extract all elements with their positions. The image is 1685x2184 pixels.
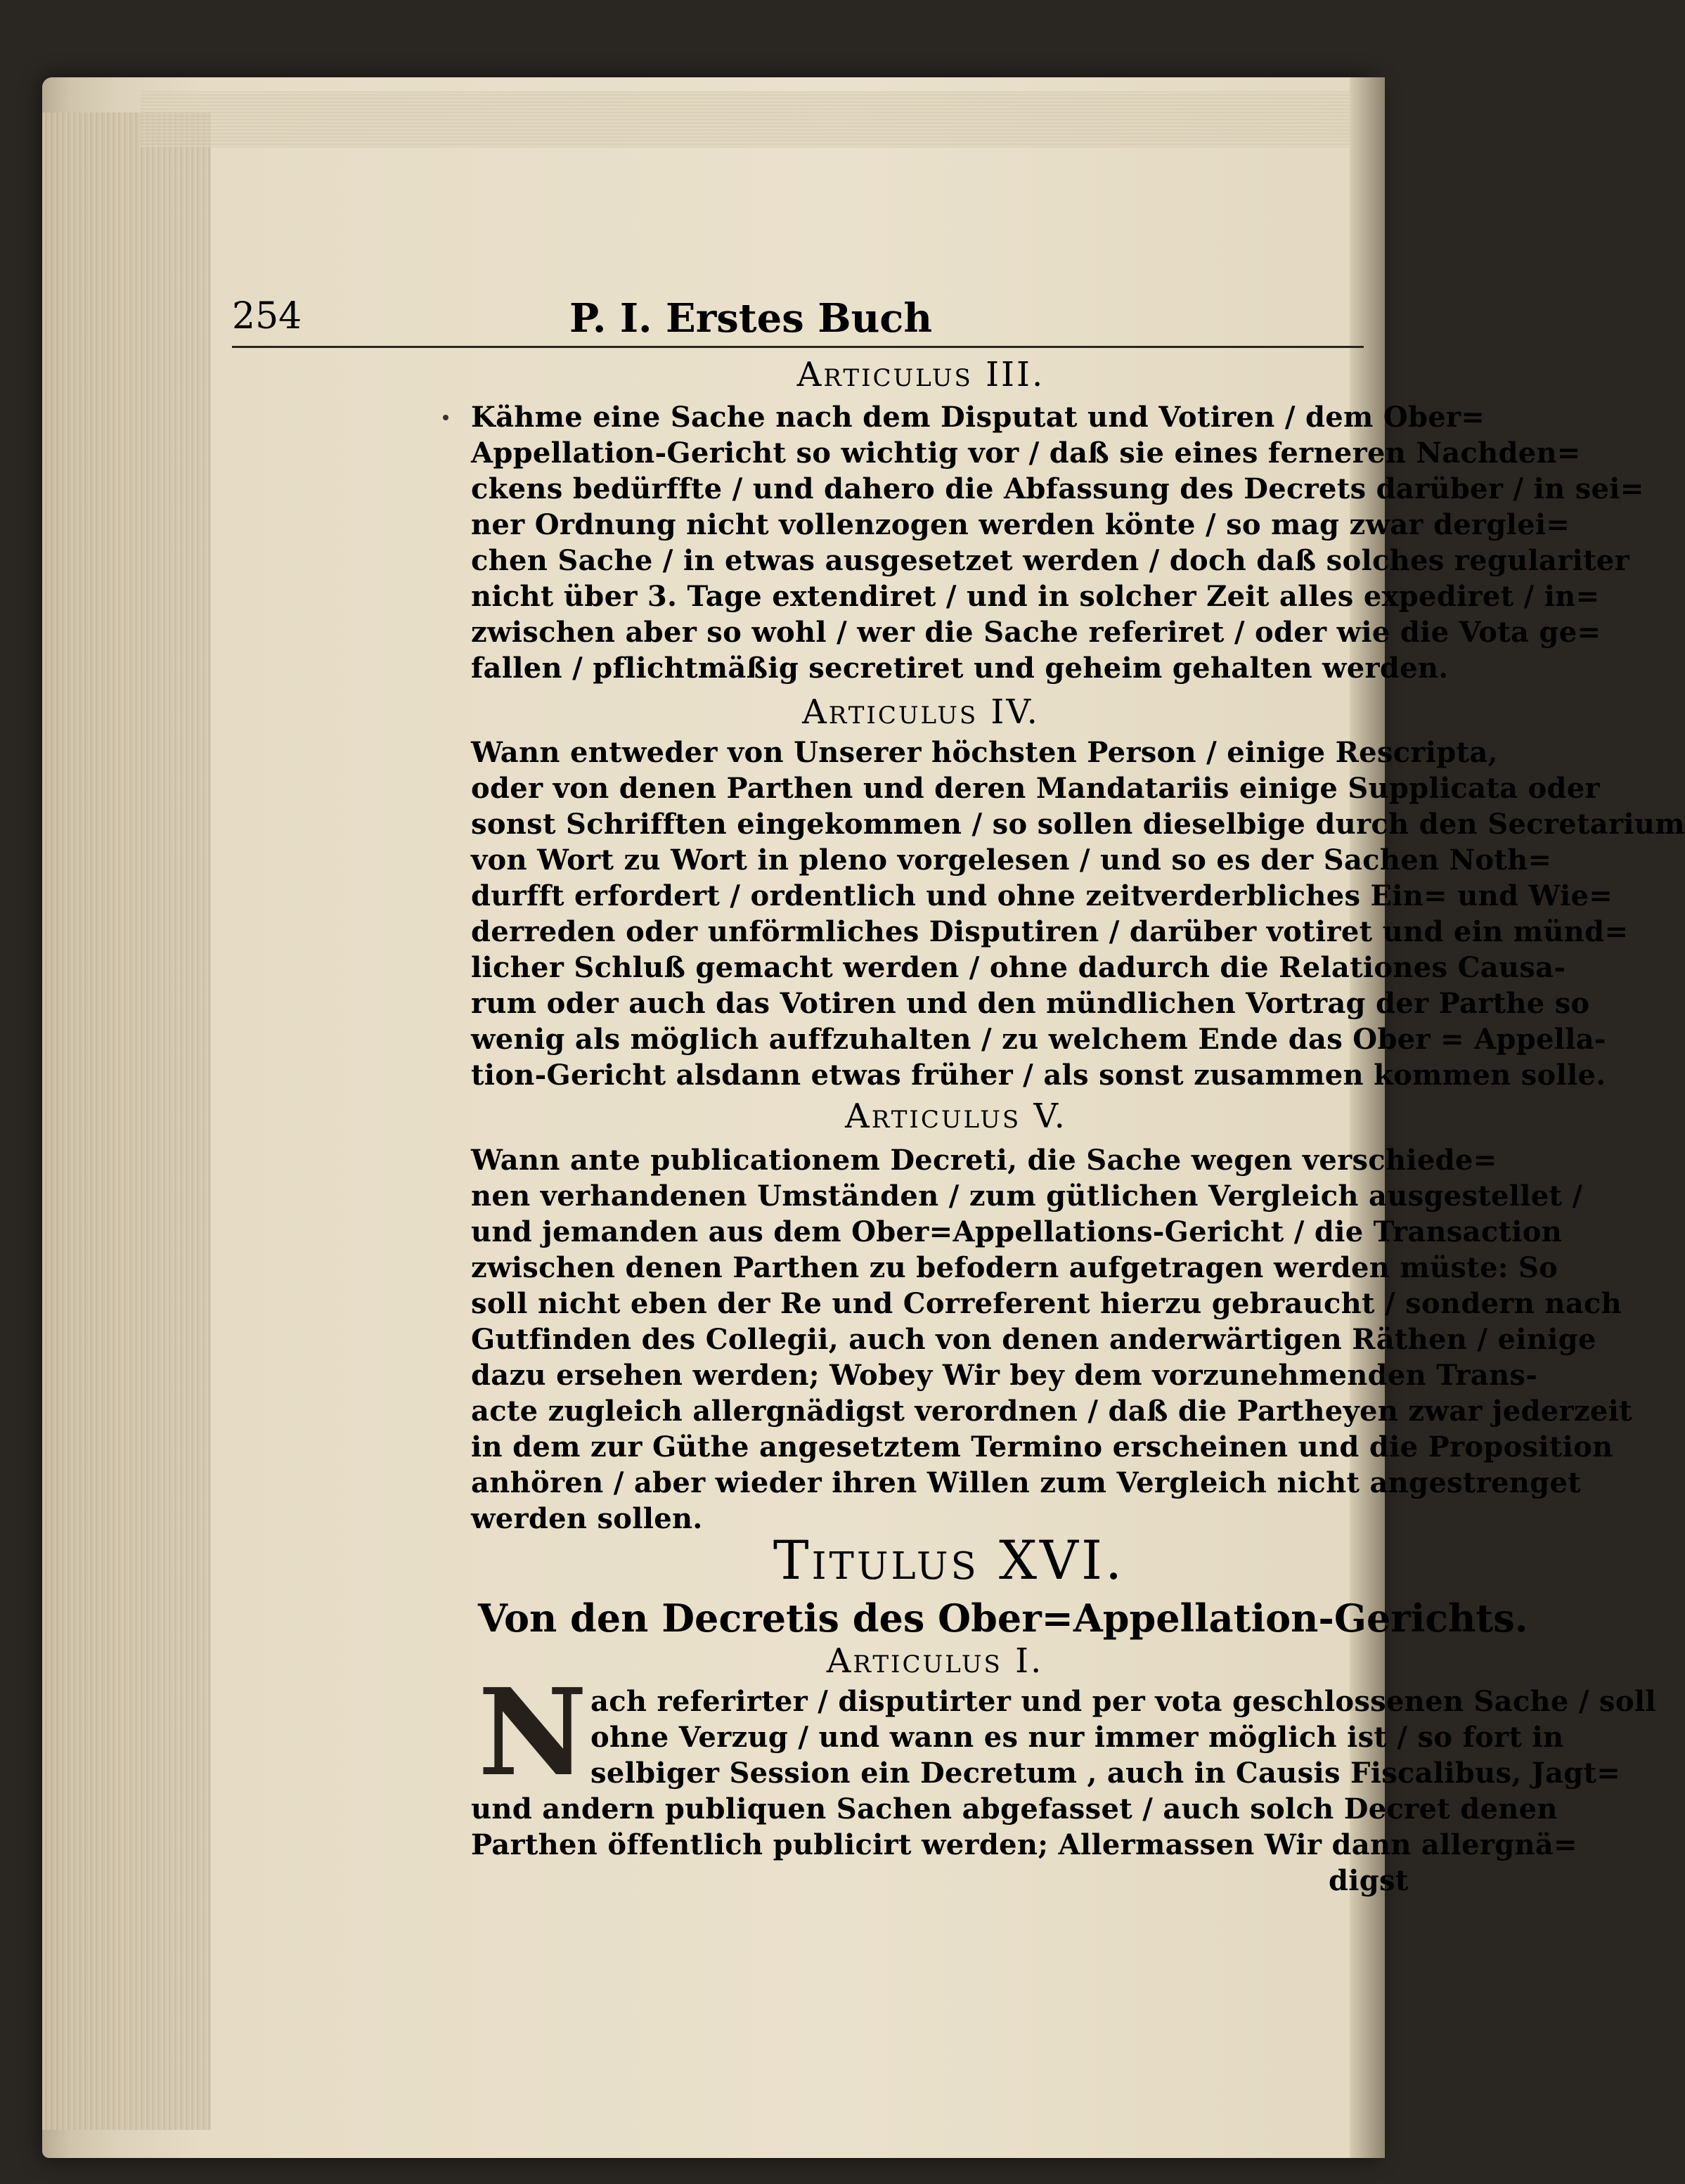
text-line: durfft erfordert / ordentlich und ohne zeitverderbliches Ein= und Wie= [471,879,1613,912]
text-line: ckens bedürffte / und dahero die Abfassung des Decrets darüber / in sei= [471,472,1644,505]
text-line: soll nicht eben der Re und Correferent hierzu gebraucht / sondern nach [471,1287,1622,1320]
articulus-5-text [471,1142,1632,1537]
text-line: zwischen denen Parthen zu befodern aufgetragen werden müste: So [471,1251,1558,1284]
text-line: Gutfinden des Collegii, auch von denen anderwärtigen Räthen / einige [471,1323,1596,1356]
text-line: chen Sache / in etwas ausgesetzet werden / doch daß solches regulariter [471,544,1630,577]
text-line: und jemanden aus dem Ober=Appellations-Gericht / die Transaction [471,1215,1563,1248]
text-line: von Wort zu Wort in pleno vorgelesen / und so es der Sachen Noth= [471,844,1552,877]
page-number: 254 [232,295,302,337]
text-line: ner Ordnung nicht vollenzogen werden könte / so mag zwar derglei= [471,508,1570,541]
text-line: selbiger Session ein Decretum , auch in Causis Fiscalibus, Jagt= [590,1757,1621,1790]
top-page-edges [141,91,1378,148]
titulus-text [471,1791,1577,1863]
text-line: licher Schluß gemacht werden / ohne dadurch die Relationes Causa- [471,951,1566,984]
articulus-4-text [471,735,1685,1093]
text-line: nicht über 3. Tage extendiret / und in solcher Zeit alles expediret / in= [471,580,1600,613]
book-title: P. I. Erstes Buch [569,295,933,342]
text-line: Wann ante publicationem Decreti, die Sache wegen verschiede= [471,1144,1497,1177]
text-line: oder von denen Parthen und deren Mandatariis einige Supplicata oder [471,772,1600,805]
text-line: anhören / aber wieder ihren Willen zum Vergleich nicht angestrenget [471,1466,1581,1499]
header-rule [232,346,1364,348]
dropcap-letter: N [478,1662,588,1803]
text-line: werden sollen. [471,1502,703,1535]
text-line: dazu ersehen werden; Wobey Wir bey dem vorzunehmenden Trans- [471,1359,1538,1392]
text-line: Wann entweder von Unserer höchsten Person / einige Rescripta, [471,736,1498,769]
text-line: Appellation-Gericht so wichtig vor / daß sie eines ferneren Nachden= [471,437,1581,470]
running-head [232,295,1357,351]
text-line: derreden oder unförmliches Disputiren / darüber votiret und ein münd= [471,915,1629,948]
text-line: und andern publiquen Sachen abgefasset / auch solch Decret denen [471,1792,1558,1826]
catchword-text: digst [1329,1864,1409,1897]
text-line: acte zugleich allergnädigst verordnen / daß die Partheyen zwar jederzeit [471,1395,1632,1428]
catchword [1329,1863,1409,1899]
text-line: ohne Verzug / und wann es nur immer möglich ist / so fort in [590,1721,1564,1754]
text-line: zwischen aber so wohl / wer die Sache referiret / oder wie die Vota ge= [471,616,1601,649]
text-line: nen verhandenen Umständen / zum gütlichen Vergleich ausgestellet / [471,1180,1583,1213]
titulus-heading: Titulus XVI. [773,1529,1125,1591]
text-line: fallen / pflichtmäßig secretiret und geheim gehalten werden. [471,652,1449,685]
margin-dot [443,415,448,420]
articulus-5-heading: Articulus V. [845,1097,1067,1136]
titulus-text-indented [590,1684,1656,1791]
text-line: ach referirter / disputirter und per vota geschlossenen Sache / soll [590,1685,1656,1718]
text-line: wenig als möglich auffzuhalten / zu welchem Ende das Ober = Appella- [471,1023,1606,1056]
articulus-4-heading: Articulus IV. [802,692,1040,732]
titulus-articulus-heading: Articulus I. [826,1641,1044,1681]
text-line: Parthen öffentlich publicirt werden; Allermassen Wir dann allergnä= [471,1828,1577,1861]
articulus-3-text [471,399,1644,686]
text-line: sonst Schrifften eingekommen / so sollen dieselbige durch den Secretarium [471,808,1685,841]
articulus-3-heading: Articulus III. [796,355,1045,394]
text-line: in dem zur Güthe angesetztem Termino erscheinen und die Proposition [471,1430,1613,1463]
page-edges [42,112,211,2130]
text-line: rum oder auch das Votiren und den mündlichen Vortrag der Parthe so [471,987,1590,1020]
text-line: tion-Gericht alsdann etwas früher / als sonst zusammen kommen solle. [471,1059,1606,1092]
text-line: Kähme eine Sache nach dem Disputat und Votiren / dem Ober= [471,401,1485,434]
titulus-subtitle: Von den Decretis des Ober=Appellation-Gerichts. [478,1596,1528,1641]
